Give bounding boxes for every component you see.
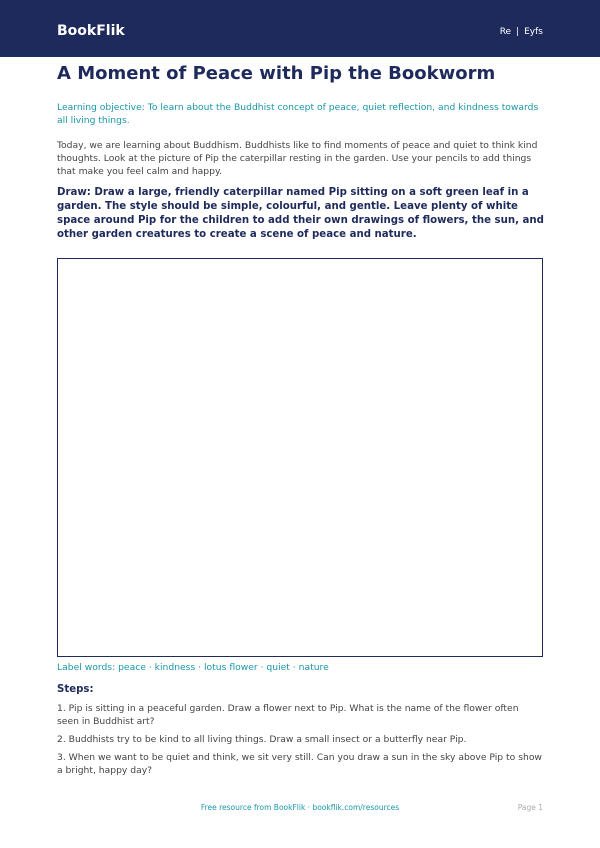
label-words: Label words: peace · kindness · lotus flower · quiet · nature [57,662,329,673]
intro-text: Today, we are learning about Buddhism. Buddhists like to find moments of peace and quiet to think kind thoughts. Look at the picture of Pip the caterpillar resting in the garden. Use your pencils to add things that make you feel calm and happy. [57,140,538,177]
drawing-area[interactable] [57,258,543,657]
header-bar [0,0,600,57]
draw-instruction: Draw: Draw a large, friendly caterpillar named Pip sitting on a soft green leaf in a garden. The style should be simple, colourful, and gentle. Leave plenty of white space around Pip for the children to add their own drawings of flowers, the sun, and other garden creatures to create a scene of peace and nature. [57,187,544,240]
header-separator: | [516,27,520,37]
step-item: 3. When we want to be quiet and think, we sit very still. Can you draw a sun in the sky above Pip to show a bright, happy day? [57,752,542,776]
level-label: Eyfs [524,27,543,37]
footer-credit[interactable]: Free resource from BookFlik · bookflik.com/resources [200,803,400,812]
step-item: 2. Buddhists try to be kind to all living things. Draw a small insect or a butterfly near Pip. [57,734,467,745]
step-item: 1. Pip is sitting in a peaceful garden. Draw a flower next to Pip. What is the name of the flower often seen in Buddhist art? [57,703,519,727]
learning-objective: Learning objective: To learn about the Buddhist concept of peace, quiet reflection, and kindness towards all living things. [57,102,539,126]
page-number: Page 1 [517,803,543,812]
header-meta [500,27,543,37]
page-title: A Moment of Peace with Pip the Bookworm [57,63,496,84]
subject-label: Re [499,27,512,37]
steps-heading: Steps: [57,684,94,695]
steps-list [57,702,543,782]
brand-logo[interactable]: BookFlik [57,23,125,39]
